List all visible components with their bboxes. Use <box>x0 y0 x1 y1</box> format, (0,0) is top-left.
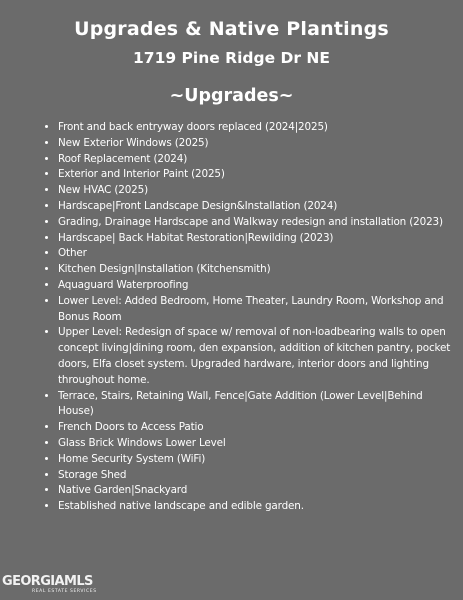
page-title: Upgrades & Native Plantings <box>74 18 389 40</box>
list-item: • New HVAC (2025) <box>58 183 458 199</box>
logo-brand-text: GEORGIAMLS <box>2 574 93 589</box>
list-item: • Upper Level: Redesign of space w/ removal of non-loadbearing walls to open concept living|dining room, den expansion, addition of kitchen pantry, pocket doors, Elfa closet system. Upgraded hardware, interior doors and lighting throughout home. <box>58 325 458 388</box>
georgia-mls-logo <box>2 574 97 596</box>
upgrades-list <box>43 120 458 515</box>
list-item: • Glass Brick Windows Lower Level <box>58 436 458 452</box>
list-item: • French Doors to Access Patio <box>58 420 458 436</box>
list-item: • Established native landscape and edible garden. <box>58 499 458 515</box>
list-item: • Front and back entryway doors replaced (2024|2025) <box>58 120 458 136</box>
list-item: • Lower Level: Added Bedroom, Home Theater, Laundry Room, Workshop and Bonus Room <box>58 294 458 326</box>
list-item: • Storage Shed <box>58 468 458 484</box>
logo-tagline-text: REAL ESTATE SERVICES <box>32 589 97 594</box>
list-item: • Hardscape|Front Landscape Design&Installation (2024) <box>58 199 458 215</box>
list-item: • Other <box>58 246 458 262</box>
list-item: • Roof Replacement (2024) <box>58 152 458 168</box>
list-item: • Terrace, Stairs, Retaining Wall, Fence|Gate Addition (Lower Level|Behind House) <box>58 389 458 421</box>
list-item: • Native Garden|Snackyard <box>58 483 458 499</box>
list-item: • Exterior and Interior Paint (2025) <box>58 167 458 183</box>
property-address: 1719 Pine Ridge Dr NE <box>133 49 330 67</box>
list-item: • Aquaguard Waterproofing <box>58 278 458 294</box>
list-item: • Hardscape| Back Habitat Restoration|Rewilding (2023) <box>58 231 458 247</box>
list-item: • New Exterior Windows (2025) <box>58 136 458 152</box>
list-item: • Home Security System (WiFi) <box>58 452 458 468</box>
list-item: • Grading, Drainage Hardscape and Walkway redesign and installation (2023) <box>58 215 458 231</box>
section-heading: ~Upgrades~ <box>169 86 294 106</box>
list-item: • Kitchen Design|Installation (Kitchensmith) <box>58 262 458 278</box>
